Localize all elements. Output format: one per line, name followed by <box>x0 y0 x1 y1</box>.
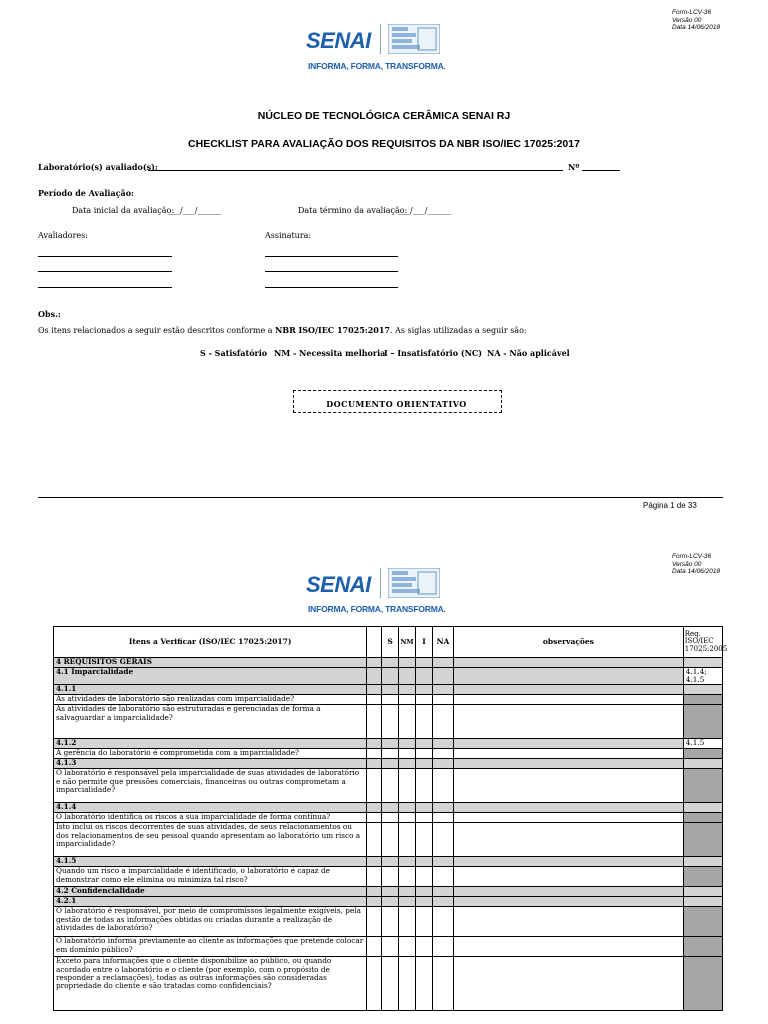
title-nucleo: NÚCLEO DE TECNOLÓGICA CERÂMICA SENAI RJ <box>257 110 511 122</box>
check-na-cell[interactable] <box>432 813 453 823</box>
observation-cell[interactable] <box>454 823 684 857</box>
table-section-row <box>54 658 723 668</box>
legend-satisfatorio: S - Satisfatório <box>200 348 268 358</box>
item-cell: 4.2 Confidencialidade <box>54 887 367 897</box>
check-s-cell[interactable] <box>382 957 399 1011</box>
form-meta <box>672 9 720 32</box>
check-nm-cell[interactable] <box>399 897 416 907</box>
observation-cell[interactable] <box>454 705 684 739</box>
spacer-cell <box>367 857 382 867</box>
check-s-cell[interactable] <box>382 937 399 957</box>
end-date-field[interactable]: ___/___/______ <box>398 206 452 215</box>
table-section-row <box>54 685 723 695</box>
check-nm-cell[interactable] <box>399 759 416 769</box>
spacer-cell <box>367 957 382 1011</box>
check-i-cell[interactable] <box>415 695 432 705</box>
observation-cell[interactable] <box>454 857 684 867</box>
evaluators-label: Avaliadores: <box>38 231 88 240</box>
table-section-row <box>54 759 723 769</box>
legend-necessita-melhoria: NM - Necessita melhoria <box>274 348 386 358</box>
start-date-field[interactable]: ___/___/______ <box>168 206 222 215</box>
check-na-cell[interactable] <box>432 739 453 749</box>
check-na-cell[interactable] <box>432 857 453 867</box>
check-nm-cell[interactable] <box>399 685 416 695</box>
check-nm-cell[interactable] <box>399 957 416 1011</box>
observation-cell[interactable] <box>454 749 684 759</box>
check-s-cell[interactable] <box>382 695 399 705</box>
form-date: Data 14/06/2018 <box>672 24 721 31</box>
logo-emblem <box>388 568 440 598</box>
item-cell: 4.1 Imparcialidade <box>54 668 367 685</box>
req-cell <box>683 759 722 769</box>
end-date-label: Data término da avaliação: <box>298 206 408 215</box>
table-row <box>54 695 723 705</box>
header-i: I <box>415 627 432 658</box>
req-cell: 4.1.5 <box>683 739 722 749</box>
observation-cell[interactable] <box>454 907 684 937</box>
check-i-cell[interactable] <box>415 957 432 1011</box>
check-s-cell[interactable] <box>382 705 399 739</box>
page-footer-line <box>38 497 723 498</box>
observation-cell[interactable] <box>454 769 684 803</box>
check-s-cell[interactable] <box>382 857 399 867</box>
item-cell: Exceto para informações que o cliente disponibilize ao público, ou quando acordado entre o laboratório e o cliente (por exemplo, com o propósito de responder a reclamações), todas as outras informações são consideradas propriedade do cliente e são tratadas como confidenciais? <box>54 957 367 1011</box>
check-na-cell[interactable] <box>432 769 453 803</box>
senai-logo <box>306 20 456 74</box>
check-s-cell[interactable] <box>382 907 399 937</box>
check-s-cell[interactable] <box>382 749 399 759</box>
observation-cell[interactable] <box>454 957 684 1011</box>
table-row <box>54 705 723 739</box>
check-na-cell[interactable] <box>432 867 453 887</box>
check-nm-cell[interactable] <box>399 739 416 749</box>
observation-cell[interactable] <box>454 937 684 957</box>
req-cell <box>683 705 722 739</box>
item-cell: 4.1.1 <box>54 685 367 695</box>
req-cell <box>683 957 722 1011</box>
check-nm-cell[interactable] <box>399 705 416 739</box>
check-nm-cell[interactable] <box>399 749 416 759</box>
table-row <box>54 813 723 823</box>
observation-cell[interactable] <box>454 668 684 685</box>
start-date-label: Data inicial da avaliação: <box>72 206 175 215</box>
spacer-cell <box>367 867 382 887</box>
signature-line[interactable] <box>265 287 398 288</box>
check-s-cell[interactable] <box>382 658 399 668</box>
observation-cell[interactable] <box>454 897 684 907</box>
item-cell: O laboratório é responsável, por meio de compromissos legalmente exigíveis, pela gestão de todas as informações obtidas ou criadas durante a realização de atividades de laboratório? <box>54 907 367 937</box>
period-label: Período de Avaliação: <box>38 188 134 198</box>
check-na-cell[interactable] <box>432 897 453 907</box>
check-i-cell[interactable] <box>415 823 432 857</box>
spacer-cell <box>367 685 382 695</box>
check-i-cell[interactable] <box>415 685 432 695</box>
item-cell: As atividades de laboratório são realizadas com imparcialidade? <box>54 695 367 705</box>
title-checklist: CHECKLIST PARA AVALIAÇÃO DOS REQUISITOS DA NBR ISO/IEC 17025:2017 <box>188 138 580 150</box>
req-cell <box>683 695 722 705</box>
req-cell: 4.1.4; 4.1.5 <box>683 668 722 685</box>
item-cell: Quando um risco a imparcialidade é identificado, o laboratório é capaz de demonstrar como ele elimina ou minimiza tal risco? <box>54 867 367 887</box>
check-i-cell[interactable] <box>415 907 432 937</box>
spacer-cell <box>367 907 382 937</box>
check-na-cell[interactable] <box>432 658 453 668</box>
legend-insatisfatorio: I – Insatisfatório (NC) <box>384 348 483 358</box>
table-row <box>54 957 723 1011</box>
evaluator-line[interactable] <box>38 271 172 272</box>
obs-text-norm: NBR ISO/IEC 17025:2017 <box>275 325 390 335</box>
check-na-cell[interactable] <box>432 887 453 897</box>
document-box-label: DOCUMENTO ORIENTATIVO <box>326 399 467 409</box>
check-i-cell[interactable] <box>415 769 432 803</box>
spacer-cell <box>367 803 382 813</box>
check-s-cell[interactable] <box>382 769 399 803</box>
check-na-cell[interactable] <box>432 668 453 685</box>
obs-text-post: . As siglas utilizadas a seguir são: <box>390 326 527 335</box>
item-cell: 4.1.2 <box>54 739 367 749</box>
obs-text <box>38 325 527 335</box>
check-nm-cell[interactable] <box>399 887 416 897</box>
req-cell <box>683 907 722 937</box>
table-row <box>54 769 723 803</box>
lab-field[interactable] <box>148 170 563 171</box>
evaluator-line[interactable] <box>38 287 172 288</box>
header-s: S <box>382 627 399 658</box>
check-na-cell[interactable] <box>432 759 453 769</box>
table-section-row <box>54 668 723 685</box>
item-cell: O laboratório é responsável pela imparcialidade de suas atividades de laboratório e não permite que pressões comerciais, financeiras ou outras comprometam a imparcialidade? <box>54 769 367 803</box>
spacer-cell <box>367 658 382 668</box>
check-s-cell[interactable] <box>382 813 399 823</box>
check-i-cell[interactable] <box>415 813 432 823</box>
signature-line[interactable] <box>265 271 398 272</box>
check-i-cell[interactable] <box>415 739 432 749</box>
check-nm-cell[interactable] <box>399 769 416 803</box>
check-i-cell[interactable] <box>415 867 432 887</box>
num-field[interactable] <box>582 170 620 171</box>
check-s-cell[interactable] <box>382 867 399 887</box>
item-cell: 4.1.3 <box>54 759 367 769</box>
spacer-cell <box>367 705 382 739</box>
header-observacoes: observações <box>454 627 684 658</box>
observation-cell[interactable] <box>454 803 684 813</box>
check-i-cell[interactable] <box>415 658 432 668</box>
evaluator-line[interactable] <box>38 256 172 257</box>
check-nm-cell[interactable] <box>399 803 416 813</box>
check-nm-cell[interactable] <box>399 695 416 705</box>
checklist-table <box>53 626 728 1011</box>
check-i-cell[interactable] <box>415 803 432 813</box>
form-meta <box>672 553 720 576</box>
check-na-cell[interactable] <box>432 803 453 813</box>
table-section-row <box>54 857 723 867</box>
table-section-row <box>54 887 723 897</box>
observation-cell[interactable] <box>454 685 684 695</box>
table-section-row <box>54 739 723 749</box>
req-cell <box>683 867 722 887</box>
form-date: Data 14/06/2018 <box>672 568 721 575</box>
table-row <box>54 823 723 857</box>
checklist-body <box>54 658 723 1011</box>
spacer-cell <box>367 887 382 897</box>
table-row <box>54 749 723 759</box>
req-cell <box>683 803 722 813</box>
check-nm-cell[interactable] <box>399 867 416 887</box>
observation-cell[interactable] <box>454 739 684 749</box>
spacer-cell <box>367 897 382 907</box>
senai-logo <box>306 566 456 620</box>
observation-cell[interactable] <box>454 759 684 769</box>
req-cell <box>683 749 722 759</box>
req-cell <box>683 813 722 823</box>
logo-emblem <box>388 24 440 54</box>
check-i-cell[interactable] <box>415 897 432 907</box>
check-nm-cell[interactable] <box>399 823 416 857</box>
table-row <box>54 867 723 887</box>
observation-cell[interactable] <box>454 658 684 668</box>
item-cell: O laboratório informa previamente ao cliente as informações que pretende colocar em domínio público? <box>54 937 367 957</box>
header-na: NA <box>432 627 453 658</box>
check-na-cell[interactable] <box>432 907 453 937</box>
logo-brand: SENAI <box>306 572 371 597</box>
signature-line[interactable] <box>265 256 398 257</box>
check-i-cell[interactable] <box>415 759 432 769</box>
lab-label: Laboratório(s) avaliado(s): <box>38 162 158 172</box>
check-nm-cell[interactable] <box>399 658 416 668</box>
check-nm-cell[interactable] <box>399 813 416 823</box>
check-na-cell[interactable] <box>432 823 453 857</box>
check-s-cell[interactable] <box>382 887 399 897</box>
form-code: Form-LCV-36 <box>672 553 712 560</box>
req-cell <box>683 685 722 695</box>
observation-cell[interactable] <box>454 887 684 897</box>
req-cell <box>683 897 722 907</box>
req-cell <box>683 857 722 867</box>
item-cell: A gerência do laboratório é comprometida com a imparcialidade? <box>54 749 367 759</box>
req-cell <box>683 823 722 857</box>
check-i-cell[interactable] <box>415 668 432 685</box>
item-cell: 4.1.5 <box>54 857 367 867</box>
check-s-cell[interactable] <box>382 668 399 685</box>
check-i-cell[interactable] <box>415 705 432 739</box>
table-section-row <box>54 897 723 907</box>
table-row <box>54 907 723 937</box>
req-cell <box>683 887 722 897</box>
spacer-cell <box>367 823 382 857</box>
page-number: Página 1 de 33 <box>643 501 697 510</box>
spacer-cell <box>367 749 382 759</box>
check-i-cell[interactable] <box>415 749 432 759</box>
obs-label: Obs.: <box>38 309 61 319</box>
spacer-cell <box>367 769 382 803</box>
observation-cell[interactable] <box>454 695 684 705</box>
check-s-cell[interactable] <box>382 759 399 769</box>
check-s-cell[interactable] <box>382 739 399 749</box>
header-spacer <box>367 627 382 658</box>
spacer-cell <box>367 668 382 685</box>
logo-separator <box>380 24 381 54</box>
check-s-cell[interactable] <box>382 823 399 857</box>
item-cell: 4.2.1 <box>54 897 367 907</box>
form-version: Versão 00 <box>672 16 702 24</box>
table-section-row <box>54 803 723 813</box>
spacer-cell <box>367 937 382 957</box>
check-na-cell[interactable] <box>432 749 453 759</box>
item-cell: Isto inclui os riscos decorrentes de suas atividades, de seus relacionamentos ou dos relacionamentos de seu pessoal quando apresentam ao laboratório um risco a imparcialidade? <box>54 823 367 857</box>
check-na-cell[interactable] <box>432 705 453 739</box>
check-na-cell[interactable] <box>432 937 453 957</box>
spacer-cell <box>367 739 382 749</box>
req-cell <box>683 937 722 957</box>
check-na-cell[interactable] <box>432 695 453 705</box>
check-s-cell[interactable] <box>382 897 399 907</box>
logo-tagline: INFORMA, FORMA, TRANSFORMA. <box>308 604 446 614</box>
header-item: Itens a Verificar (ISO/IEC 17025:2017) <box>54 627 367 658</box>
item-cell: 4.1.4 <box>54 803 367 813</box>
check-nm-cell[interactable] <box>399 937 416 957</box>
req-cell <box>683 769 722 803</box>
check-nm-cell[interactable] <box>399 668 416 685</box>
observation-cell[interactable] <box>454 867 684 887</box>
logo-separator <box>380 568 381 598</box>
legend-nao-aplicavel: NA - Não aplicável <box>487 348 570 358</box>
item-cell: O laboratório identifica os riscos a sua imparcialidade de forma contínua? <box>54 813 367 823</box>
check-na-cell[interactable] <box>432 957 453 1011</box>
table-row <box>54 937 723 957</box>
signature-label: Assinatura: <box>265 231 312 240</box>
observation-cell[interactable] <box>454 813 684 823</box>
num-label: Nº <box>568 162 580 172</box>
header-nm: NM <box>399 627 416 658</box>
check-s-cell[interactable] <box>382 685 399 695</box>
logo-tagline: INFORMA, FORMA, TRANSFORMA. <box>308 61 446 71</box>
check-nm-cell[interactable] <box>399 857 416 867</box>
spacer-cell <box>367 759 382 769</box>
check-i-cell[interactable] <box>415 887 432 897</box>
item-cell: 4 REQUISITOS GERAIS <box>54 658 367 668</box>
check-s-cell[interactable] <box>382 803 399 813</box>
spacer-cell <box>367 813 382 823</box>
form-code: Form-LCV-36 <box>672 9 712 16</box>
check-i-cell[interactable] <box>415 937 432 957</box>
check-nm-cell[interactable] <box>399 907 416 937</box>
check-na-cell[interactable] <box>432 685 453 695</box>
spacer-cell <box>367 695 382 705</box>
logo-brand: SENAI <box>306 28 371 53</box>
form-version: Versão 00 <box>672 560 702 568</box>
check-i-cell[interactable] <box>415 857 432 867</box>
header-req-2005: Req. ISO/IEC 17025:2005 <box>683 627 722 658</box>
item-cell: As atividades de laboratório são estruturadas e gerenciadas de forma a salvaguardar a imparcialidade? <box>54 705 367 739</box>
obs-text-pre: Os itens relacionados a seguir estão descritos conforme a <box>38 326 276 335</box>
req-cell <box>683 658 722 668</box>
